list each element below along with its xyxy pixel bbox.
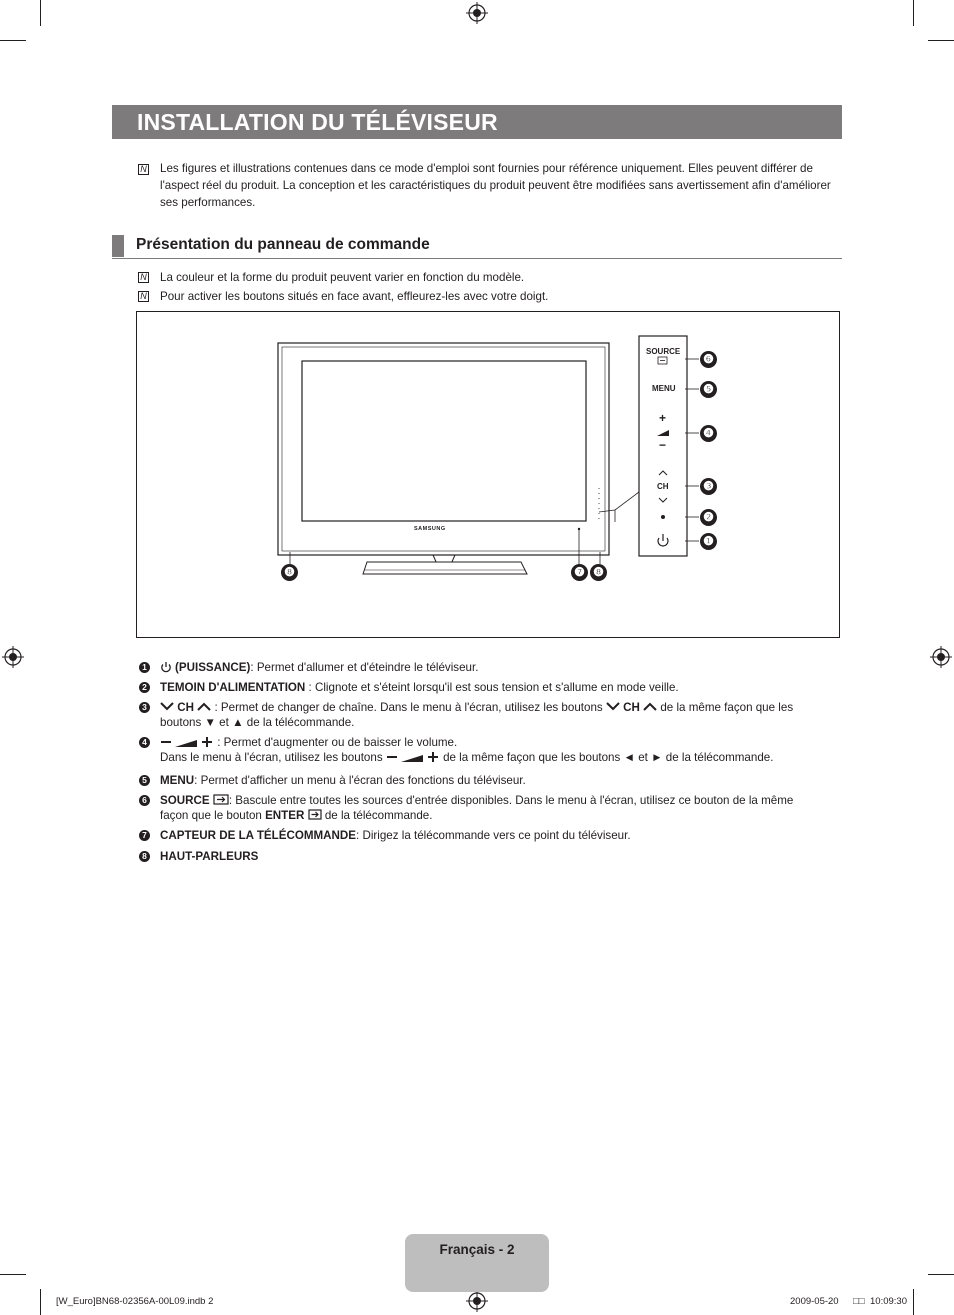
crop-mark <box>913 0 914 26</box>
item-title: CH <box>623 701 640 714</box>
item-volume <box>160 735 840 765</box>
page-number: Français - 2 <box>439 1242 515 1257</box>
footer-date: 2009-05-20 <box>790 1296 839 1307</box>
callout-8-right: ❽ <box>590 564 607 581</box>
note-icon: N <box>138 164 149 175</box>
power-icon <box>160 661 172 673</box>
item-title: TEMOIN D'ALIMENTATION <box>160 681 306 694</box>
callout-7: ❼ <box>571 564 588 581</box>
item-text: de la même façon que les boutons ◄ et ► de la télécommande. <box>439 751 774 764</box>
item-number: 5 <box>139 775 150 786</box>
item-source <box>160 793 840 823</box>
item-speakers <box>160 849 840 864</box>
enter-icon <box>308 809 322 820</box>
item-text: : Permet d'augmenter ou de baisser le volume. <box>214 736 458 749</box>
callout-8-left: ❽ <box>281 564 298 581</box>
panel-source-label: SOURCE <box>646 347 681 356</box>
chevron-down-icon <box>606 702 620 711</box>
item-text: de la même façon que les <box>657 701 794 714</box>
panel-ch-label: CH <box>657 482 669 491</box>
item-number: 6 <box>139 795 150 806</box>
item-channel <box>160 700 840 730</box>
item-title: MENU <box>160 774 195 787</box>
item-number: 1 <box>139 662 150 673</box>
item-text: façon que le bouton <box>160 809 266 822</box>
tv-brand-label: SAMSUNG <box>414 526 446 532</box>
crop-mark <box>913 1289 914 1315</box>
item-text: : Dirigez la télécommande vers ce point du téléviseur. <box>356 829 631 842</box>
item-text: : Permet d'afficher un menu à l'écran des fonctions du téléviseur. <box>194 774 526 787</box>
item-menu <box>160 773 840 788</box>
callout-3: ❸ <box>700 478 717 495</box>
item-text: : Permet de changer de chaîne. Dans le menu à l'écran, utilisez les boutons <box>211 701 606 714</box>
callout-5: ❺ <box>700 381 717 398</box>
item-title: ENTER <box>265 809 305 822</box>
volume-icon <box>386 751 440 763</box>
footer-glyph-icon: □□ <box>853 1296 865 1307</box>
item-number: 4 <box>139 737 150 748</box>
section-note: Pour activer les boutons situés en face avant, effleurez-les avec votre doigt. <box>160 290 549 303</box>
panel-plus-label: + <box>659 411 667 425</box>
page-title: INSTALLATION DU TÉLÉVISEUR <box>112 105 842 139</box>
item-text: : Bascule entre toutes les sources d'entrée disponibles. Dans le menu à l'écran, utilisez ce bouton de la même <box>228 794 794 807</box>
item-number: 8 <box>139 851 150 862</box>
callout-2: ❷ <box>700 509 717 526</box>
chevron-down-icon <box>160 702 174 711</box>
registration-mark-icon <box>466 2 488 24</box>
item-power-indicator <box>160 680 840 695</box>
volume-icon <box>160 736 214 748</box>
panel-minus-label: − <box>659 438 667 452</box>
item-number: 2 <box>139 682 150 693</box>
item-title: CH <box>177 701 194 714</box>
item-number: 3 <box>139 702 150 713</box>
crop-mark <box>0 1274 26 1275</box>
tv-illustration <box>137 312 839 637</box>
item-text: : Clignote et s'éteint lorsqu'il est sous tension et s'allume en mode veille. <box>305 681 679 694</box>
section-title: Présentation du panneau de commande <box>136 236 430 253</box>
registration-mark-icon <box>466 1290 488 1312</box>
source-icon <box>213 794 229 805</box>
registration-mark-icon <box>930 646 952 668</box>
crop-mark <box>40 1289 41 1315</box>
item-remote-sensor <box>160 828 840 843</box>
item-text: boutons ▼ et ▲ de la télécommande. <box>160 716 355 729</box>
item-text: : Permet d'allumer et d'éteindre le téléviseur. <box>250 661 479 674</box>
crop-mark <box>928 40 954 41</box>
callout-4: ❹ <box>700 425 717 442</box>
item-power <box>160 660 840 675</box>
item-text: Dans le menu à l'écran, utilisez les boutons <box>160 751 386 764</box>
note-icon: N <box>138 291 149 302</box>
callout-6: ❻ <box>700 351 717 368</box>
note-icon: N <box>138 272 149 283</box>
item-text: de la télécommande. <box>321 809 433 822</box>
section-note: La couleur et la forme du produit peuvent varier en fonction du modèle. <box>160 271 525 284</box>
chevron-up-icon <box>643 702 657 711</box>
chevron-up-icon <box>197 702 211 711</box>
item-title: SOURCE <box>160 794 210 807</box>
callout-1: ❶ <box>700 533 717 550</box>
crop-mark <box>928 1274 954 1275</box>
footer-file: [W_Euro]BN68-02356A-00L09.indb 2 <box>56 1296 214 1307</box>
panel-menu-label: MENU <box>652 384 676 393</box>
item-title: HAUT-PARLEURS <box>160 850 259 863</box>
section-marker <box>112 235 124 257</box>
item-title: (PUISSANCE) <box>175 661 251 674</box>
crop-mark <box>40 0 41 26</box>
item-number: 7 <box>139 830 150 841</box>
footer-time: 10:09:30 <box>870 1296 907 1307</box>
registration-mark-icon <box>2 646 24 668</box>
intro-note: Les figures et illustrations contenues dans ce mode d'emploi sont fournies pour référence uniquement. Elles peuvent différer de l'aspect réel du produit. La conception et les caractéristiques du produit peuvent être modifiées sans avertissement afin d'améliorer ses performances. <box>160 162 831 209</box>
crop-mark <box>0 40 26 41</box>
item-title: CAPTEUR DE LA TÉLÉCOMMANDE <box>160 829 357 842</box>
